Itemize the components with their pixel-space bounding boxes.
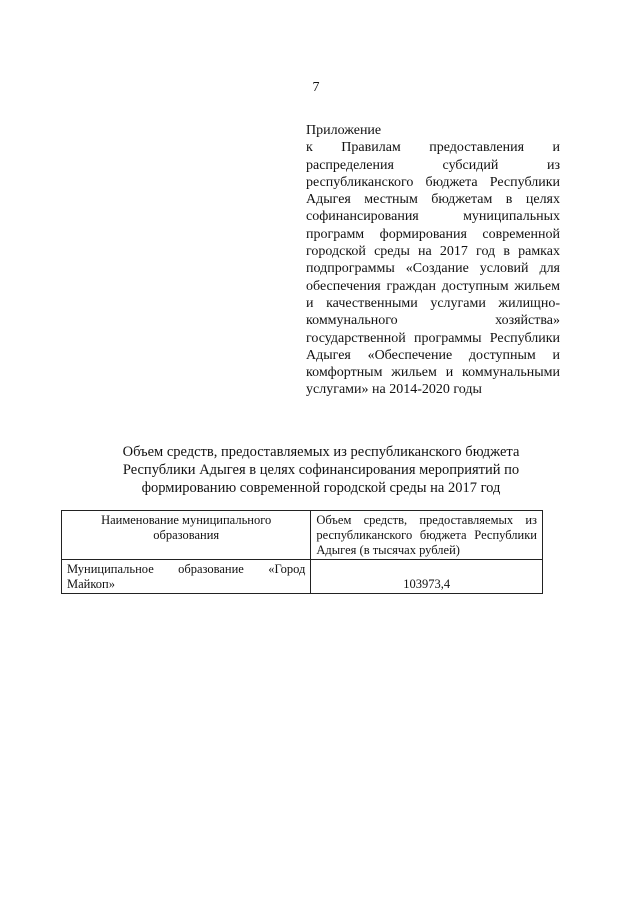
table-row bbox=[62, 560, 543, 594]
table-header-row bbox=[62, 511, 543, 560]
cell-amount: 103973,4 bbox=[311, 560, 543, 594]
document-heading bbox=[96, 443, 546, 497]
heading-line-2: Республики Адыгея в целях софинансирования мероприятий по bbox=[122, 462, 520, 478]
appendix-title: Приложение bbox=[306, 123, 382, 138]
heading-line-1: Объем средств, предоставляемых из республиканского бюджета bbox=[122, 444, 520, 460]
cell-municipality-name: Муниципальное образование «Город Майкоп» bbox=[62, 560, 311, 594]
page-number: 7 bbox=[312, 80, 320, 95]
appendix-body: к Правилам предоставления и распределения субсидий из республиканского бюджета Республики Адыгея местным бюджетам в целях софинансирования муниципальных программ формирования современной городской среды на 2017 год в рамках подпрограммы «Создание условий для обеспечения граждан доступным жильем и качественными услугами жилищно-коммунального хозяйства» государственной программы Республики Адыгея «Обеспечение доступным и комфортным жильем и коммунальными услугами» на 2014-2020 годы bbox=[306, 140, 560, 398]
heading-line-3: формированию современной городской среды на 2017 год bbox=[141, 480, 501, 496]
subsidy-table bbox=[61, 510, 543, 594]
column-header-municipality: Наименование муниципального образования bbox=[62, 511, 311, 560]
appendix-block bbox=[306, 122, 560, 399]
column-header-amount: Объем средств, предоставляемых из республиканского бюджета Республики Адыгея (в тысячах рублей) bbox=[311, 511, 543, 560]
